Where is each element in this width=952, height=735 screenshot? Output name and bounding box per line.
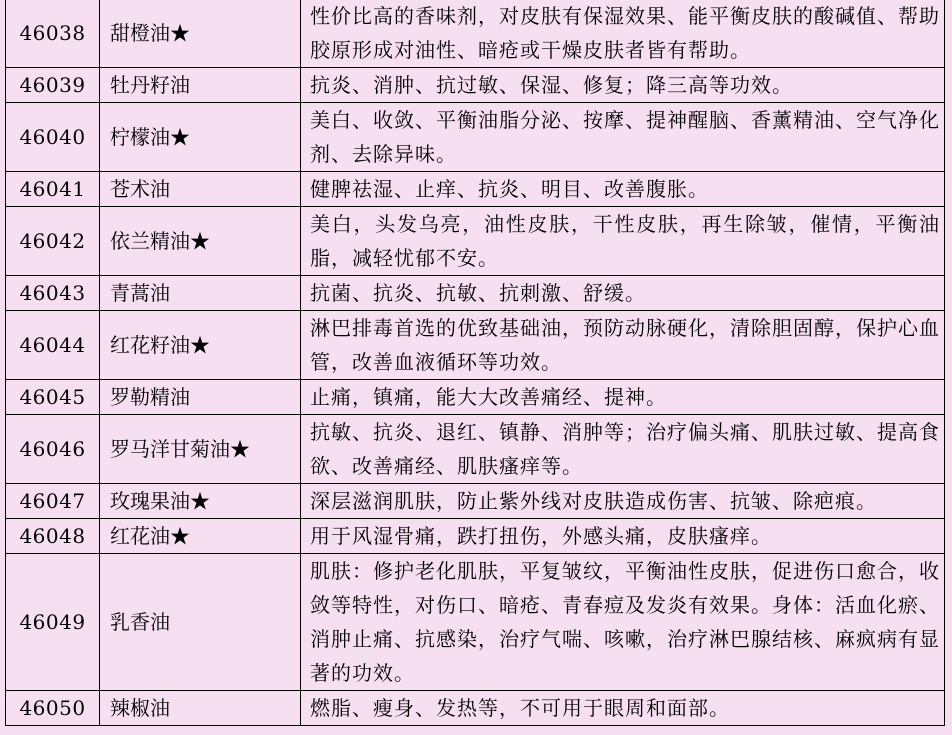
table-row — [6, 519, 945, 554]
product-code: 46041 — [6, 172, 100, 207]
product-code: 46042 — [6, 207, 100, 276]
product-description: 用于风湿骨痛，跌打扭伤，外感头痛，皮肤瘙痒。 — [301, 519, 945, 554]
product-code: 46048 — [6, 519, 100, 554]
essential-oil-table — [5, 0, 945, 726]
product-description: 深层滋润肌肤，防止紫外线对皮肤造成伤害、抗皱、除疤痕。 — [301, 484, 945, 519]
table-row — [6, 68, 945, 103]
product-name: 牡丹籽油 — [100, 68, 301, 103]
product-description: 止痛，镇痛，能大大改善痛经、提神。 — [301, 380, 945, 415]
product-description: 抗炎、消肿、抗过敏、保湿、修复；降三高等功效。 — [301, 68, 945, 103]
product-description: 肌肤：修护老化肌肤，平复皱纹，平衡油性皮肤，促进伤口愈合，收敛等特性，对伤口、暗疮、青春痘及发炎有效果。身体：活血化瘀、消肿止痛、抗感染，治疗气喘、咳嗽，治疗淋巴腺结核、麻疯病有显著的功效。 — [301, 554, 945, 691]
product-code: 46039 — [6, 68, 100, 103]
table-row — [6, 311, 945, 380]
product-code: 46050 — [6, 691, 100, 726]
table-row — [6, 172, 945, 207]
product-name: 红花油★ — [100, 519, 301, 554]
product-name: 红花籽油★ — [100, 311, 301, 380]
product-description: 抗敏、抗炎、退红、镇静、消肿等；治疗偏头痛、肌肤过敏、提高食欲、改善痛经、肌肤瘙痒等。 — [301, 415, 945, 484]
product-name: 苍术油 — [100, 172, 301, 207]
product-name: 乳香油 — [100, 554, 301, 691]
product-name: 甜橙油★ — [100, 0, 301, 68]
product-name: 辣椒油 — [100, 691, 301, 726]
product-name: 依兰精油★ — [100, 207, 301, 276]
table-row — [6, 380, 945, 415]
table-row — [6, 207, 945, 276]
table-row — [6, 691, 945, 726]
table-row — [6, 554, 945, 691]
table-row — [6, 103, 945, 172]
product-name: 玫瑰果油★ — [100, 484, 301, 519]
product-description: 性价比高的香味剂，对皮肤有保湿效果、能平衡皮肤的酸碱值、帮助胶原形成对油性、暗疮或干燥皮肤者皆有帮助。 — [301, 0, 945, 68]
table-row — [6, 415, 945, 484]
product-name: 罗马洋甘菊油★ — [100, 415, 301, 484]
product-name: 青蒿油 — [100, 276, 301, 311]
product-code: 46038 — [6, 0, 100, 68]
table-row — [6, 0, 945, 68]
product-description: 健脾祛湿、止痒、抗炎、明目、改善腹胀。 — [301, 172, 945, 207]
product-code: 46049 — [6, 554, 100, 691]
product-code: 46043 — [6, 276, 100, 311]
table-row — [6, 484, 945, 519]
product-description: 燃脂、瘦身、发热等，不可用于眼周和面部。 — [301, 691, 945, 726]
table-row — [6, 276, 945, 311]
product-name: 罗勒精油 — [100, 380, 301, 415]
product-description: 美白，头发乌亮，油性皮肤，干性皮肤，再生除皱，催情，平衡油脂，减轻忧郁不安。 — [301, 207, 945, 276]
product-description: 美白、收敛、平衡油脂分泌、按摩、提神醒脑、香薰精油、空气净化剂、去除异味。 — [301, 103, 945, 172]
product-code: 46045 — [6, 380, 100, 415]
product-code: 46046 — [6, 415, 100, 484]
product-name: 柠檬油★ — [100, 103, 301, 172]
product-code: 46047 — [6, 484, 100, 519]
product-code: 46040 — [6, 103, 100, 172]
product-description: 淋巴排毒首选的优致基础油，预防动脉硬化，清除胆固醇，保护心血管，改善血液循环等功效。 — [301, 311, 945, 380]
product-code: 46044 — [6, 311, 100, 380]
product-description: 抗菌、抗炎、抗敏、抗刺激、舒缓。 — [301, 276, 945, 311]
